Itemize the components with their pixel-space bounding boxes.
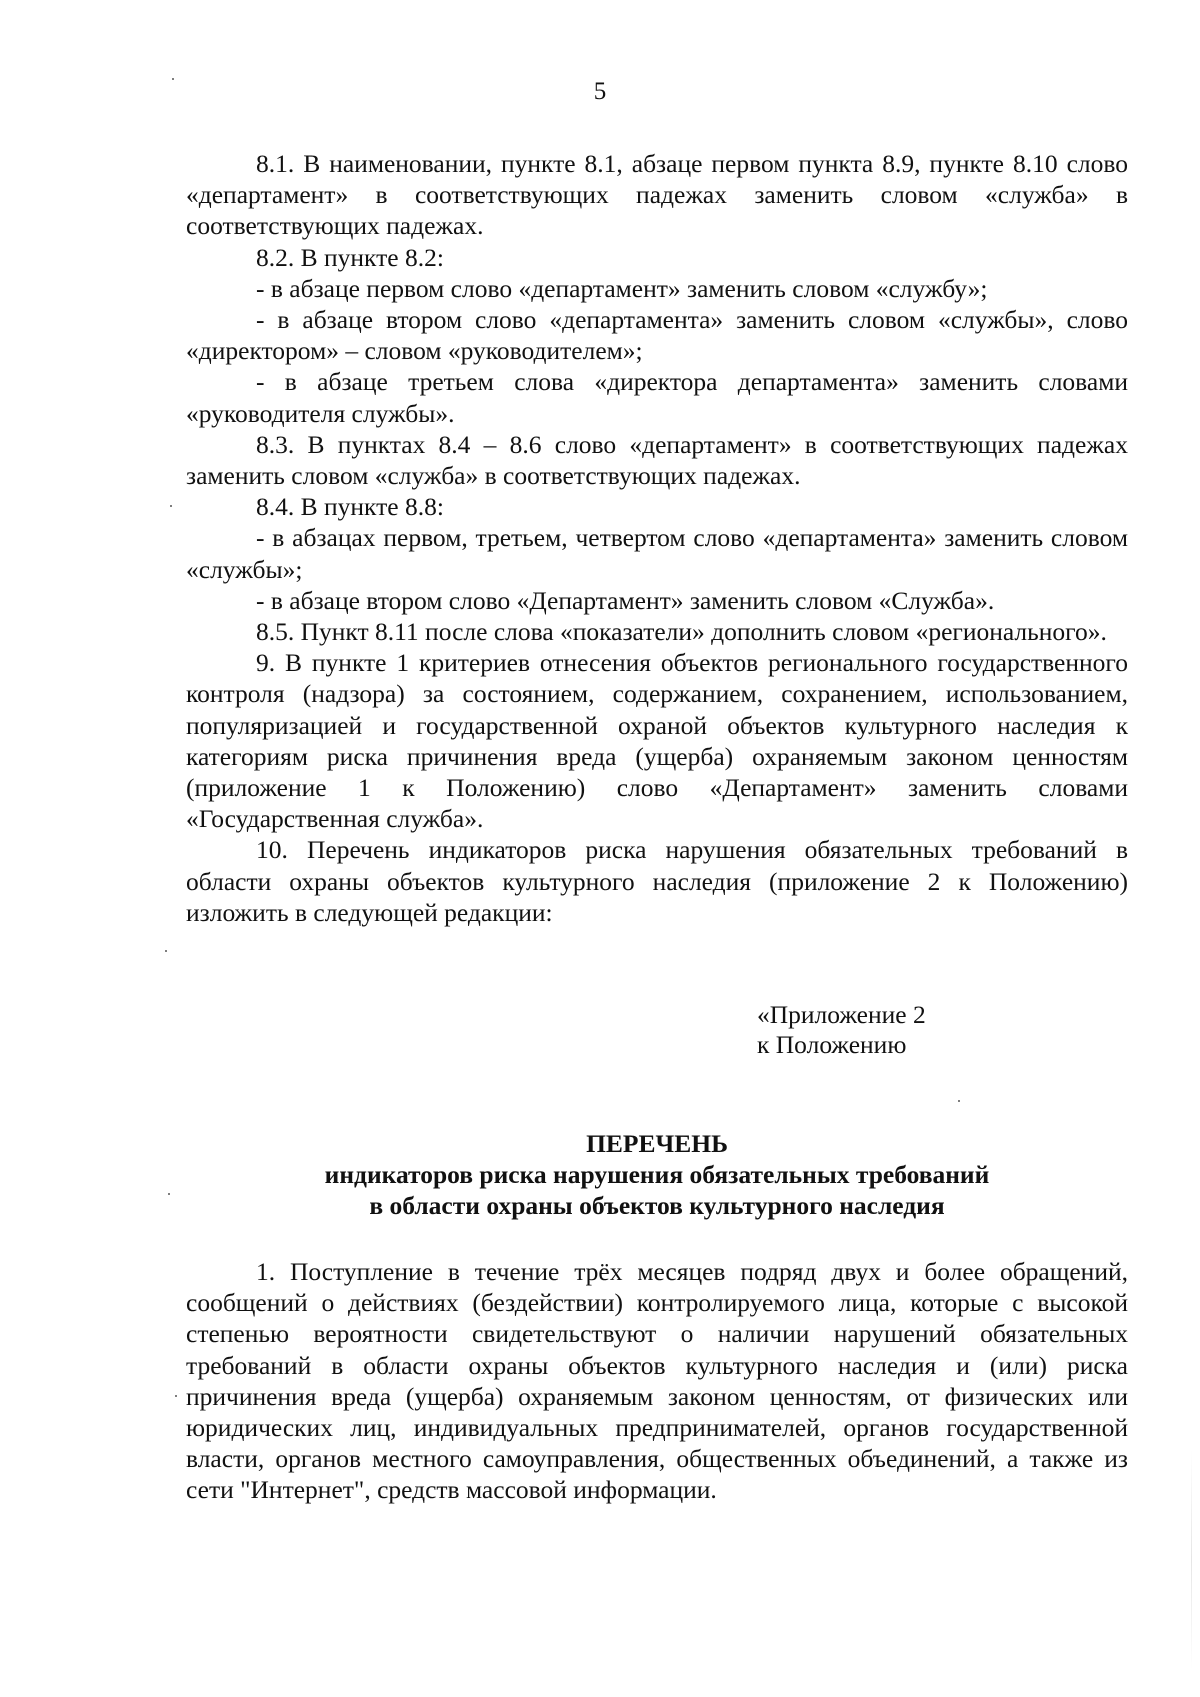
paragraph-8-2-item-1: - в абзаце первом слово «департамент» заменить словом «службу»; [256,273,988,303]
list-title-line-3: в области охраны объектов культурного наследия [369,1191,945,1220]
list-title-line-1: ПЕРЕЧЕНЬ [586,1129,728,1158]
paragraph-8-2: 8.2. В пункте 8.2: [256,242,444,272]
paragraph-10: 10. Перечень индикаторов риска нарушения обязательных требований в области охраны объектов культурного наследия (приложение 2 к Положению) изложить в следующей редакции: [186,835,1128,927]
appendix-ref-line-1: «Приложение 2 [757,1000,926,1029]
list-item-1: 1. Поступление в течение трёх месяцев подряд двух и более обращений, сообщений о действиях (бездействии) контролируемого лица, которые с высокой степенью вероятности свидетельствуют о наличии нарушений обязательных требований в области охраны объектов культурного наследия и (или) риска причинения вреда (ущерба) охраняемым законом ценностям, от физических или юридических лиц, индивидуальных предпринимателей, органов государственной власти, органов местного самоуправления, общественных объединений, а также из сети "Интернет", средств массовой информации. [186,1257,1128,1505]
paragraph-8-5: 8.5. Пункт 8.11 после слова «показатели» дополнить словом «регионального». [256,617,1107,647]
amendments-text [186,148,1128,928]
scan-speck [175,1395,177,1397]
scan-speck [170,505,172,507]
appendix-ref-line-2: к Положению [757,1030,907,1059]
scan-speck [958,1100,960,1102]
paragraph-8-2-item-2: - в абзаце втором слово «департамента» заменить словом «службы», слово «директором» – словом «руководителем»; [186,305,1128,366]
scan-speck [168,1193,170,1195]
paragraph-8-4-item-1: - в абзацах первом, третьем, четвертом слово «департамента» заменить словом «службы»; [186,523,1128,584]
paragraph-8-2-item-3: - в абзаце третьем слова «директора департамента» заменить словами «руководителя службы». [186,367,1128,428]
paragraph-8-4-item-2: - в абзаце втором слово «Департамент» заменить словом «Служба». [256,585,995,615]
paragraph-8-3: 8.3. В пунктах 8.4 – 8.6 слово «департамент» в соответствующих падежах заменить словом «служба» в соответствующих падежах. [186,429,1128,491]
paragraph-8-1: 8.1. В наименовании, пункте 8.1, абзаце первом пункта 8.9, пункте 8.10 слово «департамент» в соответствующих падежах заменить словом «служба» в соответствующих падежах. [186,149,1128,241]
paragraph-9: 9. В пункте 1 критериев отнесения объектов регионального государственного контроля (надзора) за состоянием, содержанием, сохранением, использованием, популяризацией и государственной охраной объектов культурного наследия к категориям риска причинения вреда (ущерба) охраняемым законом ценностям (приложение 1 к Положению) слово «Департамент» заменить словами «Государственная служба». [186,648,1128,834]
page-number: 5 [593,78,607,105]
scan-speck [172,78,174,80]
list-title [186,1128,1128,1221]
paragraph-8-4: 8.4. В пункте 8.8: [256,492,444,522]
list-title-line-2: индикаторов риска нарушения обязательных требований [324,1160,990,1189]
scan-edge-shadow [1191,1450,1192,1670]
list-body [186,1256,1128,1506]
appendix-reference [757,1000,926,1060]
scan-speck [165,950,167,952]
